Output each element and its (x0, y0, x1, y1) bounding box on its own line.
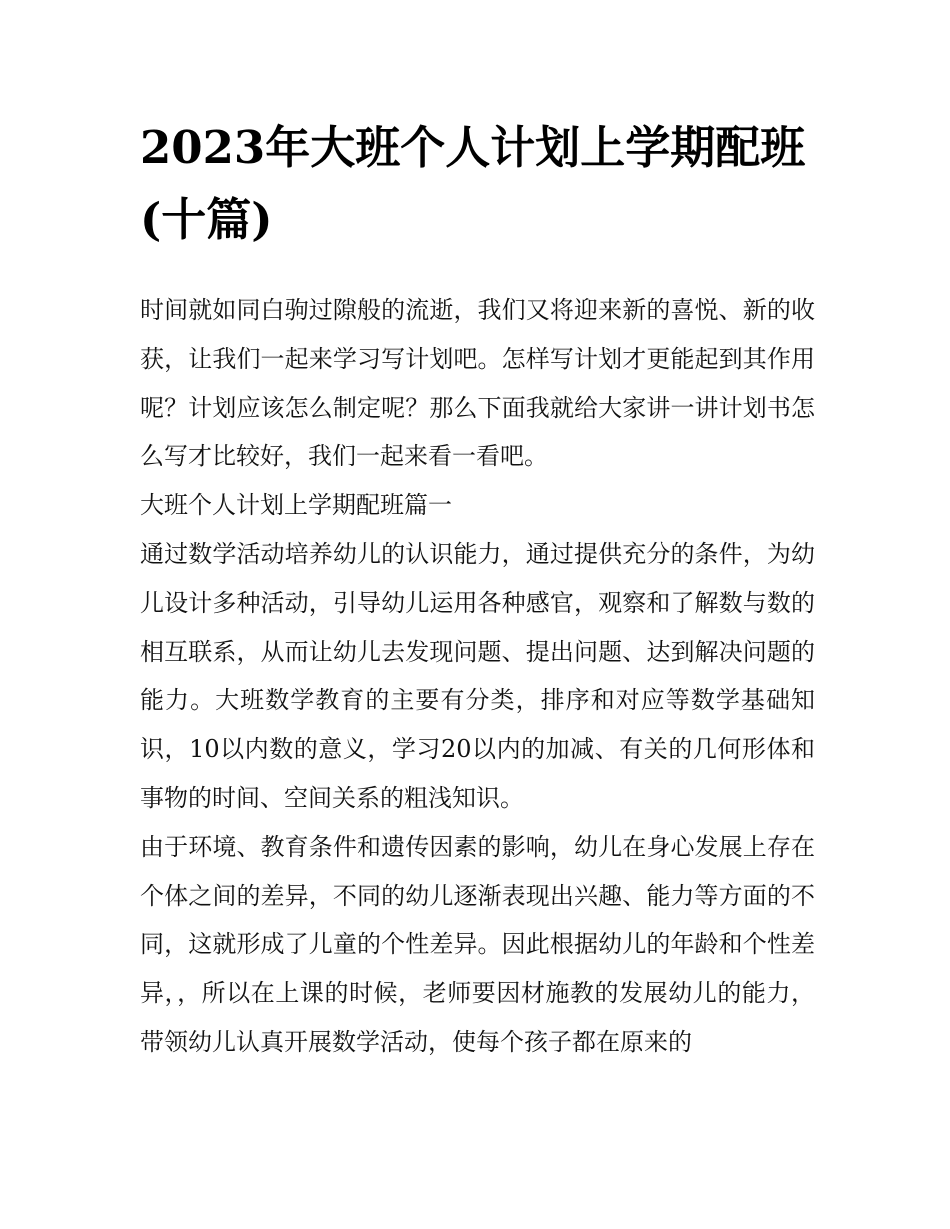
document-content (140, 112, 815, 1067)
intro-paragraph: 时间就如同白驹过隙般的流逝，我们又将迎来新的喜悦、新的收获，让我们一起来学习写计划吧。怎样写计划才更能起到其作用呢？计划应该怎么制定呢？那么下面我就给大家讲一讲计划书怎么写才比较好，我们一起来看一看吧。 (140, 296, 815, 471)
body-paragraph: 通过数学活动培养幼儿的认识能力，通过提供充分的条件，为幼儿设计多种活动，引导幼儿运用各种感官，观察和了解数与数的相互联系，从而让幼儿去发现问题、提出问题、达到解决问题的能力。大班数学教育的主要有分类，排序和对应等数学基础知识，10以内数的意义，学习20以内的加减、有关的几何形体和事物的时间、空间关系的粗浅知识。 (140, 539, 815, 812)
document-body (140, 286, 815, 1067)
section-heading: 大班个人计划上学期配班篇一 (140, 491, 452, 520)
document-title: 2023年大班个人计划上学期配班(十篇) (140, 121, 806, 246)
body-paragraph: 由于环境、教育条件和遗传因素的影响，幼儿在身心发展上存在个体之间的差异，不同的幼儿逐渐表现出兴趣、能力等方面的不同，这就形成了儿童的个性差异。因此根据幼儿的年龄和个性差异，，所以在上课的时候，老师要因材施教的发展幼儿的能力，带领幼儿认真开展数学活动，使每个孩子都在原来的 (140, 832, 815, 1056)
